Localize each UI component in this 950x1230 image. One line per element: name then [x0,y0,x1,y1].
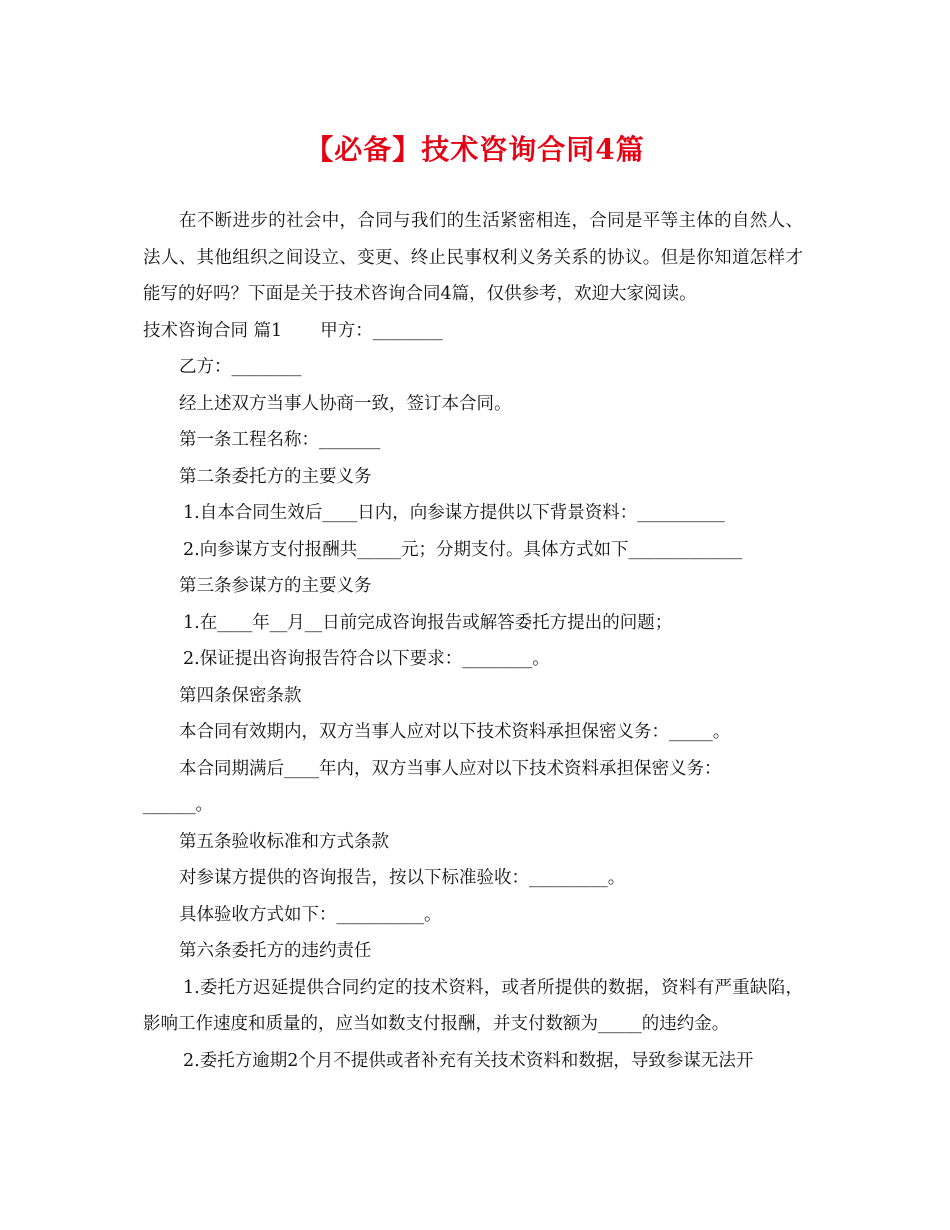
article-2-item-1: 1.自本合同生效后____日内，向参谋方提供以下背景资料：__________ [183,503,725,523]
article-4-item-2: 本合同期满后____年内，双方当事人应对以下技术资料承担保密义务： [179,758,722,779]
section-heading-line [143,313,803,350]
article-3-item-1: 1.在____年__月__日前完成咨询报告或解答委托方提出的问题； [183,612,673,633]
document-title: 【必备】技术咨询合同4篇 [305,133,645,166]
article-6-item-1: 1.委托方迟延提供合同约定的技术资料，或者所提供的数据，资料有严重缺陷，影响工作速度和质量的，应当如数支付报酬，并支付数额为_____的违约金。 [143,977,803,1034]
article-6-item-2: 2.委托方逾期2个月不提供或者补充有关技术资料和数据，导致参谋无法开 [183,1050,754,1071]
article-3-heading: 第三条参谋方的主要义务 [179,576,372,596]
article-6-heading: 第六条委托方的违约责任 [179,941,372,961]
article-5-item-2: 具体验收方式如下：__________。 [179,904,442,925]
article-4-heading: 第四条保密条款 [179,685,302,706]
article-4-item-1: 本合同有效期内，双方当事人应对以下技术资料承担保密义务：_____。 [179,722,731,742]
article-2-item-2: 2.向参谋方支付报酬共_____元；分期支付。具体方式如下_____________ [183,539,743,560]
article-5-item-1: 对参谋方提供的咨询报告，按以下标准验收：_________。 [179,868,626,888]
party-b: 乙方：________ [179,357,302,377]
party-a: 甲方：________ [320,320,443,341]
article-2-heading: 第二条委托方的主要义务 [179,466,372,487]
agreement-line: 经上述双方当事人协商一致，签订本合同。 [179,393,512,414]
intro-paragraph: 在不断进步的社会中，合同与我们的生活紧密相连，合同是平等主体的自然人、法人、其他组织之间设立、变更、终止民事权利义务关系的协议。但是你知道怎样才能写的好吗？下面是关于技术咨询合同4篇，仅供参考，欢迎大家阅读。 [143,211,803,304]
section-heading: 技术咨询合同 篇1 [143,320,283,341]
article-5-heading: 第五条验收标准和方式条款 [179,831,389,852]
article-3-item-2: 2.保证提出咨询报告符合以下要求：________。 [183,649,550,669]
article-1: 第一条工程名称：_______ [179,430,381,450]
article-4-item-2-continued: ______。 [143,795,213,815]
document-body [143,203,803,1079]
